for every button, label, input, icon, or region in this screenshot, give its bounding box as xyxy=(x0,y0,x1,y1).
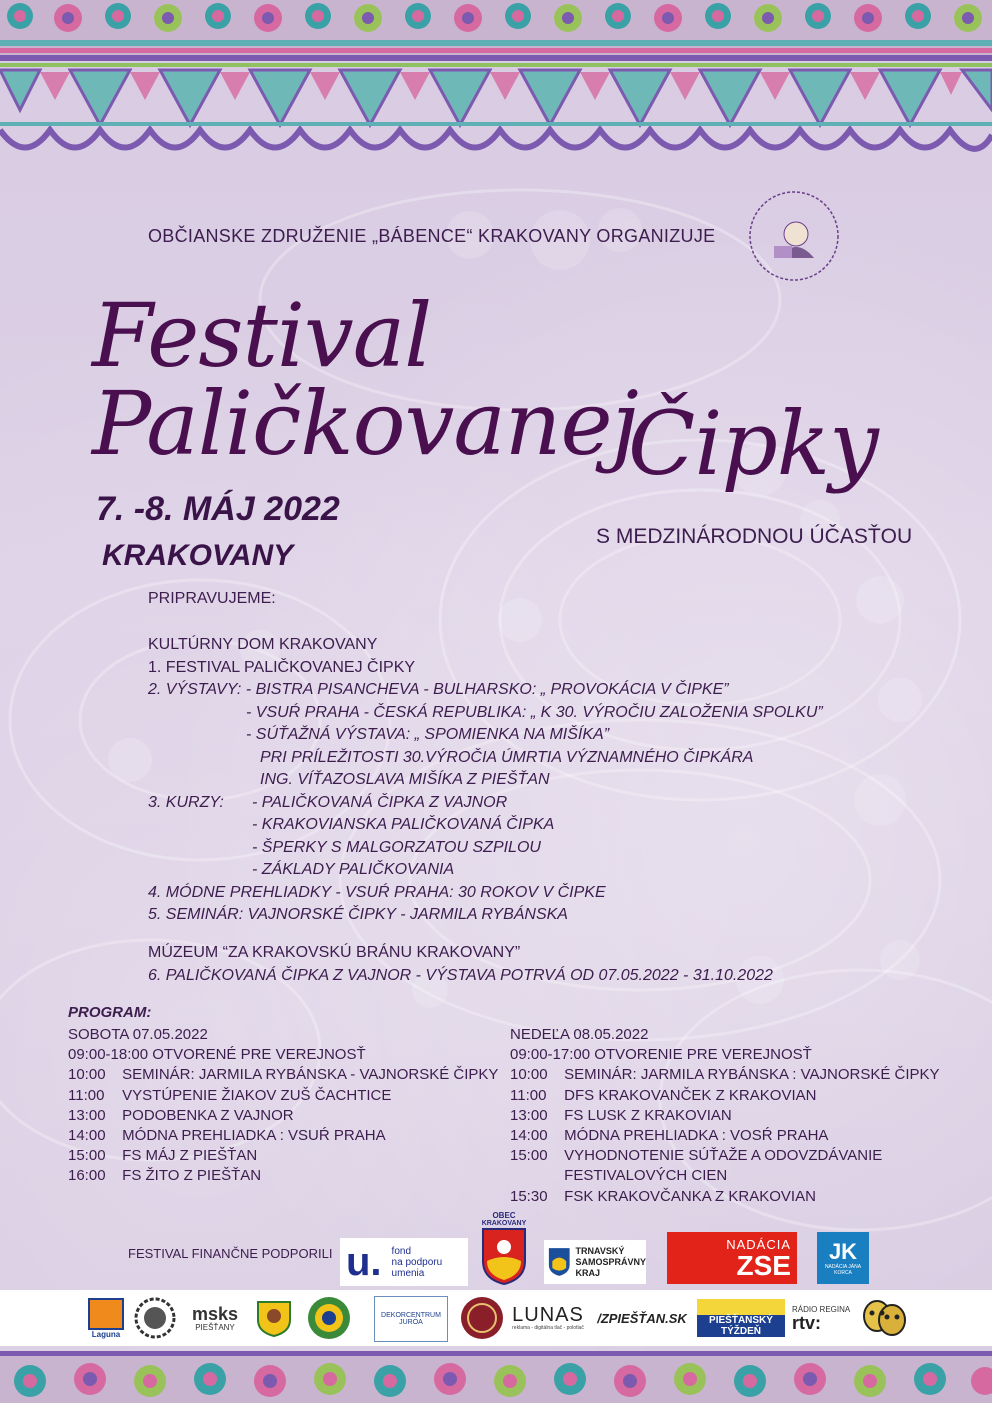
partner-wine-seal-logo xyxy=(458,1296,506,1340)
program-label: PROGRAM: xyxy=(68,1004,152,1021)
babence-seal-logo xyxy=(744,186,844,286)
rtvs-radio-regina-logo: RÁDIO REGINA rtv: xyxy=(792,1304,851,1333)
schedule-row: 15:00 FS MÁJ Z PIEŠŤAN xyxy=(68,1147,258,1165)
partner-round-logo xyxy=(302,1296,356,1340)
tsk-shield-icon xyxy=(548,1245,570,1279)
seminar-heading: 5. SEMINÁR: xyxy=(148,906,244,923)
obec-krakovany-logo: OBEC KRAKOVANY xyxy=(478,1206,530,1290)
fpu-logo: u. fond na podporu umenia xyxy=(340,1238,468,1286)
museum-item-text: - VÝSTAVA POTRVÁ OD 07.05.2022 - 31.10.2022 xyxy=(411,966,773,984)
schedule-row: 10:00 SEMINÁR: JARMILA RYBÁNSKA - VAJNORSKÉ ČIPKY xyxy=(68,1066,499,1084)
exhibition-bistra: - BISTRA PISANCHEVA - BULHARSKO: „ PROVOKÁCIA V ČIPKE” xyxy=(245,681,729,698)
culture-house-heading: KULTÚRNY DOM KRAKOVANY xyxy=(148,636,378,653)
course-vajnory: - PALIČKOVANÁ ČIPKA Z VAJNOR xyxy=(252,793,508,811)
nadacia-jana-korca-logo: JK NADÁCIA JÁNA KORCA xyxy=(817,1232,869,1284)
saturday-heading: SOBOTA 07.05.2022 xyxy=(68,1026,208,1043)
schedule-row: 10:00 SEMINÁR: JARMILA RYBÁNSKA : VAJNORSKÉ ČIPKY xyxy=(510,1066,940,1084)
msks-piestany-logo: msks PIEŠŤANY xyxy=(191,1303,239,1332)
schedule-row: 11:00 VYSTÚPENIE ŽIAKOV ZUŠ ČACHTICE xyxy=(68,1086,392,1104)
partner-crest-logo xyxy=(254,1296,294,1340)
festival-date: 7. -8. MÁJ 2022 xyxy=(96,490,340,528)
schedule-row: 09:00-18:00 OTVORENÉ PRE VEREJNOSŤ xyxy=(68,1046,366,1064)
schedule-row: 15:30 FSK KRAKOVČANKA Z KRAKOVIAN xyxy=(510,1187,816,1205)
dekorcentrum-juroa-logo: DEKORCENTRUM JURÓA xyxy=(374,1296,448,1342)
sunday-heading: NEDEĽA 08.05.2022 xyxy=(510,1026,649,1043)
preparing-label: PRIPRAVUJEME: xyxy=(148,590,276,607)
museum-item-heading: 6. PALIČKOVANÁ ČIPKA Z VAJNOR xyxy=(148,966,412,984)
item-fashion-shows xyxy=(148,882,823,905)
lunas-logo: LUNAS reklama - digitálna tlač - polotlač xyxy=(512,1304,584,1331)
festival-title-line1: Festival Paličkovanej xyxy=(92,284,638,475)
course-basics: - ZÁKLADY PALIČKOVANIA xyxy=(252,861,455,878)
festival-place: KRAKOVANY xyxy=(102,539,294,572)
schedule-row: FESTIVALOVÝCH CIEN xyxy=(564,1167,728,1185)
piestansky-tyzden-logo: PIEŠŤANSKÝ TÝŽDEŇ xyxy=(696,1296,786,1340)
fashion-text: - VSUŔ PRAHA: 30 ROKOV V ČIPKE xyxy=(330,883,606,901)
schedule-row: 11:00 DFS KRAKOVANČEK Z KRAKOVIAN xyxy=(510,1086,817,1104)
nadacia-zse-logo: NADÁCIA ZSE xyxy=(667,1232,797,1284)
festival-title-line2: Čipky xyxy=(628,392,878,495)
schedule-row: 09:00-17:00 OTVORENIE PRE VEREJNOSŤ xyxy=(510,1046,812,1064)
schedule-row: 16:00 FS ŽITO Z PIEŠŤAN xyxy=(68,1167,262,1185)
saturday-schedule xyxy=(68,1025,498,1187)
exhibition-competition: - SÚŤAŽNÁ VÝSTAVA: „ SPOMIENKA NA MIŠÍKA” xyxy=(246,726,610,743)
exhibitions-heading: 2. VÝSTAVY: xyxy=(148,681,242,698)
international-participation: S MEDZINÁRODNOU ÚČASŤOU xyxy=(596,525,913,548)
item-exhibitions xyxy=(148,679,823,702)
museum-heading: MÚZEUM “ZA KRAKOVSKÚ BRÁNU KRAKOVANY” xyxy=(148,944,521,961)
zpiestan-logo: /ZPIEŠŤAN.SK xyxy=(597,1310,687,1326)
item-seminar xyxy=(148,904,823,927)
exhibition-vsur: - VSUŔ PRAHA - ČESKÁ REPUBLIKA: „ K 30. VÝROČIU ZALOŽENIA SPOLKU” xyxy=(246,703,823,721)
tsk-logo: TRNAVSKÝ SAMOSPRÁVNY KRAJ xyxy=(544,1240,646,1284)
organizer-line: OBČIANSKE ZDRUŽENIE „BÁBENCE“ KRAKOVANY ORGANIZUJE xyxy=(148,226,716,246)
schedule-row: 13:00 FS LUSK Z KRAKOVIAN xyxy=(510,1106,732,1124)
partner-seal-logo xyxy=(132,1296,178,1340)
museum-section xyxy=(148,942,773,987)
item-festival: 1. FESTIVAL PALIČKOVANEJ ČIPKY xyxy=(148,658,416,676)
lace-border-bottom xyxy=(0,1351,992,1403)
schedule-row: 14:00 MÓDNA PREHLIADKA : VSUŔ PRAHA xyxy=(68,1127,386,1145)
schedule-row: 15:00 VYHODNOTENIE SÚŤAŽE A ODOVZDÁVANIE xyxy=(510,1147,883,1165)
sunday-schedule xyxy=(510,1025,940,1207)
sponsors-label: FESTIVAL FINANČNE PODPORILI xyxy=(128,1246,333,1261)
coat-of-arms-icon xyxy=(481,1227,527,1285)
theatre-masks-icon xyxy=(860,1296,908,1340)
lace-border-top xyxy=(0,0,992,175)
course-jewelry: - ŠPERKY S MALGORZATOU SZPILOU xyxy=(252,838,541,856)
exhibition-occasion: PRI PRÍLEŽITOSTI 30.VÝROČIA ÚMRTIA VÝZNAMNÉHO ČIPKÁRA xyxy=(260,748,754,766)
museum-item xyxy=(148,965,773,988)
course-krakovany: - KRAKOVIANSKA PALIČKOVANÁ ČIPKA xyxy=(252,816,555,833)
seminar-text: VAJNORSKÉ ČIPKY - JARMILA RYBÁNSKA xyxy=(243,906,568,923)
courses-heading: 3. KURZY: xyxy=(148,793,224,811)
fashion-heading: 4. MÓDNE PREHLIADKY xyxy=(148,883,331,901)
exhibition-honoree: ING. VÍŤAZOSLAVA MIŠÍKA Z PIEŠŤAN xyxy=(260,771,550,788)
laguna-logo: Laguna xyxy=(88,1296,124,1340)
program-list xyxy=(148,634,823,927)
fpu-mark: u. xyxy=(346,1240,382,1284)
schedule-row: 13:00 PODOBENKA Z VAJNOR xyxy=(68,1106,294,1124)
schedule-row: 14:00 MÓDNA PREHLIADKA : VOSŔ PRAHA xyxy=(510,1127,829,1145)
item-courses xyxy=(148,792,823,815)
